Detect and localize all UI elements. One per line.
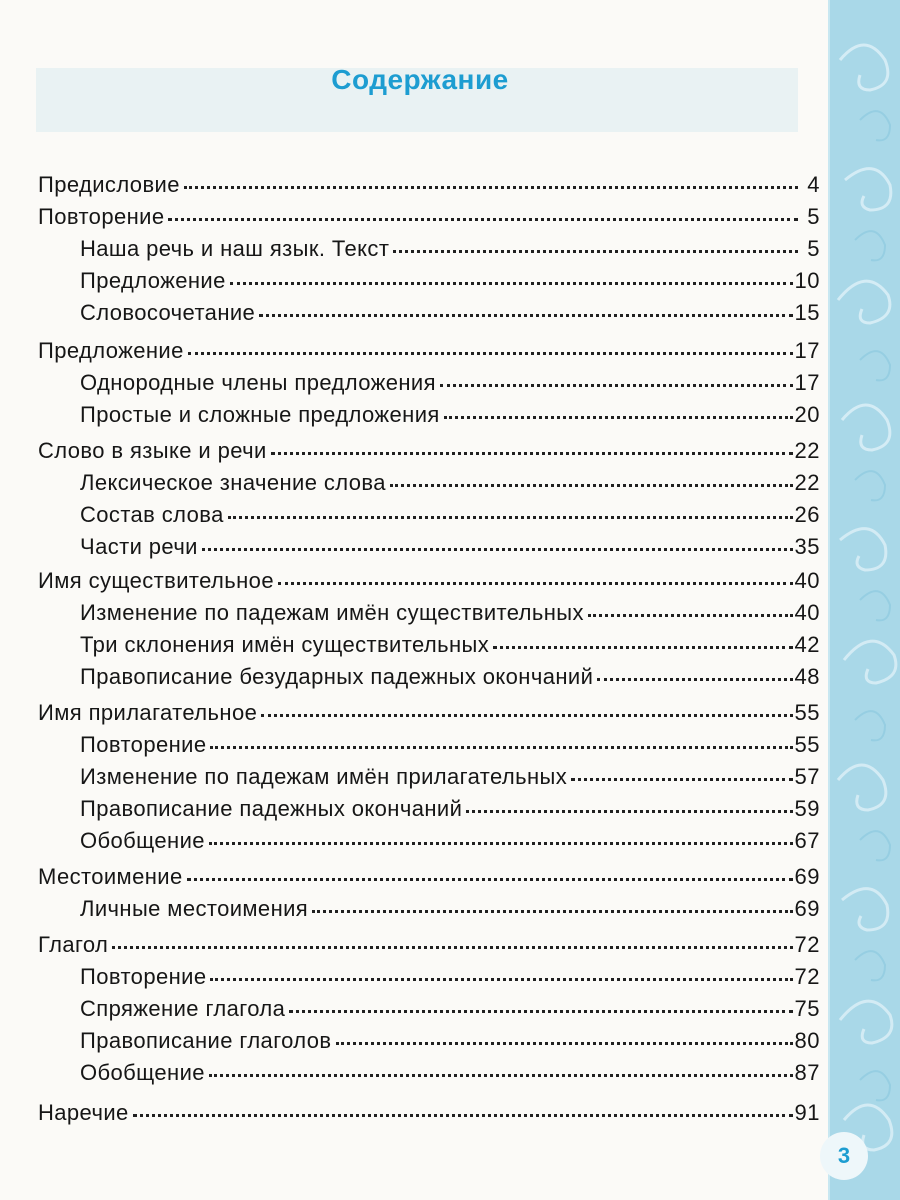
toc-entry-title: Предисловие: [38, 172, 180, 197]
toc-entry-page: 75: [794, 996, 820, 1021]
dot-leader: [278, 582, 793, 585]
toc-entry-page: 40: [794, 600, 820, 625]
toc-entry-page: 59: [794, 796, 820, 821]
toc-entry-page: 5: [807, 236, 820, 261]
toc-entry-page: 10: [794, 268, 820, 293]
toc-entry-title: Простые и сложные предложения: [80, 402, 440, 427]
toc-entry-title: Состав слова: [80, 502, 224, 527]
toc-entry: [80, 1028, 820, 1054]
toc-entry-title: Обобщение: [80, 1060, 205, 1085]
page-title: Содержание: [331, 64, 509, 95]
toc-entry-page: 67: [794, 828, 820, 853]
toc-entry: [80, 268, 820, 294]
toc-entry-title: Слово в языке и речи: [38, 438, 267, 463]
toc-entry: [80, 964, 820, 990]
toc-entry: [38, 338, 820, 364]
toc-entry-page: 55: [794, 700, 820, 725]
page-number: 3: [820, 1132, 868, 1180]
dot-leader: [440, 384, 793, 387]
toc-entry-title: Правописание глаголов: [80, 1028, 332, 1053]
dot-leader: [188, 352, 793, 355]
dot-leader: [187, 878, 793, 881]
toc-entry-title: Спряжение глагола: [80, 996, 286, 1021]
toc-entry-page: 22: [794, 470, 820, 495]
toc-entry-title: Обобщение: [80, 828, 205, 853]
dot-leader: [271, 452, 793, 455]
toc-entry: [38, 438, 820, 464]
dot-leader: [202, 548, 793, 551]
toc-entry-title: Изменение по падежам имён существительных: [80, 600, 584, 625]
toc-entry: [80, 236, 820, 262]
toc-entry: [80, 1060, 820, 1086]
toc-entry-page: 72: [794, 932, 820, 957]
toc-entry-page: 17: [794, 370, 820, 395]
dot-leader: [230, 282, 793, 285]
toc-entry-title: Повторение: [80, 732, 207, 757]
dot-leader: [493, 646, 792, 649]
toc-entry: [38, 932, 820, 958]
toc-entry-title: Имя прилагательное: [38, 700, 258, 725]
toc-entry-title: Местоимение: [38, 864, 183, 889]
toc-entry-page: 20: [794, 402, 820, 427]
toc-entry: [80, 300, 820, 326]
toc-entry-title: Предложение: [38, 338, 184, 363]
dot-leader: [210, 746, 792, 749]
toc-entry-page: 48: [794, 664, 820, 689]
toc-entry-page: 69: [794, 896, 820, 921]
toc-entry-title: Части речи: [80, 534, 198, 559]
toc-entry-title: Правописание безударных падежных окончаний: [80, 664, 594, 689]
toc-entry-page: 80: [794, 1028, 820, 1053]
toc-entry-title: Изменение по падежам имён прилагательных: [80, 764, 568, 789]
dot-leader: [597, 678, 792, 681]
dot-leader: [168, 218, 798, 221]
toc-entry-page: 57: [794, 764, 820, 789]
toc-entry-title: Наречие: [38, 1100, 129, 1125]
toc-entry-title: Три склонения имён существительных: [80, 632, 490, 657]
dot-leader: [209, 1074, 793, 1077]
dot-leader: [466, 810, 792, 813]
toc-entry: [38, 1100, 820, 1126]
toc-entry-page: 55: [794, 732, 820, 757]
toc-entry-page: 22: [794, 438, 820, 463]
toc-entry-title: Глагол: [38, 932, 109, 957]
toc-entry: [80, 502, 820, 528]
toc-entry: [80, 470, 820, 496]
toc-entry: [80, 732, 820, 758]
toc-entry: [80, 664, 820, 690]
toc-entry: [80, 534, 820, 560]
toc-entry: [80, 828, 820, 854]
toc-entry-title: Повторение: [38, 204, 165, 229]
toc-entry-title: Словосочетание: [80, 300, 256, 325]
dot-leader: [261, 714, 792, 717]
toc-entry: [80, 600, 820, 626]
toc-entry-page: 42: [794, 632, 820, 657]
dot-leader: [393, 250, 798, 253]
dot-leader: [588, 614, 793, 617]
dot-leader: [390, 484, 793, 487]
toc-entry-title: Правописание падежных окончаний: [80, 796, 463, 821]
dot-leader: [571, 778, 792, 781]
toc-entry: [80, 896, 820, 922]
dot-leader: [209, 842, 793, 845]
dot-leader: [133, 1114, 793, 1117]
dot-leader: [184, 186, 798, 189]
toc-entry: [80, 370, 820, 396]
toc-entry: [38, 172, 820, 198]
toc-entry: [80, 764, 820, 790]
toc-entry-page: 26: [794, 502, 820, 527]
toc-entry-page: 72: [794, 964, 820, 989]
toc-entry-title: Наша речь и наш язык. Текст: [80, 236, 390, 261]
dot-leader: [228, 516, 793, 519]
toc-entry-title: Личные местоимения: [80, 896, 309, 921]
toc-entry: [38, 864, 820, 890]
toc-entry-title: Лексическое значение слова: [80, 470, 386, 495]
toc-entry: [38, 700, 820, 726]
toc-entry: [80, 996, 820, 1022]
toc-entry: [80, 402, 820, 428]
toc-entry: [80, 632, 820, 658]
toc-entry-page: 5: [807, 204, 820, 229]
toc-entry-page: 17: [794, 338, 820, 363]
toc-entry-title: Предложение: [80, 268, 226, 293]
toc-entry-title: Повторение: [80, 964, 207, 989]
dot-leader: [112, 946, 792, 949]
toc-entry-page: 4: [807, 172, 820, 197]
toc-entry-title: Имя существительное: [38, 568, 274, 593]
dot-leader: [444, 416, 793, 419]
toc-entry: [38, 568, 820, 594]
toc-entry-page: 35: [794, 534, 820, 559]
dot-leader: [259, 314, 792, 317]
toc-entry-page: 69: [794, 864, 820, 889]
toc-entry: [80, 796, 820, 822]
toc-entry-page: 15: [794, 300, 820, 325]
dot-leader: [210, 978, 792, 981]
dot-leader: [336, 1042, 793, 1045]
toc-entry: [38, 204, 820, 230]
dot-leader: [289, 1010, 792, 1013]
dot-leader: [312, 910, 792, 913]
toc-entry-page: 87: [794, 1060, 820, 1085]
toc-entry-page: 91: [794, 1100, 820, 1125]
toc-entry-title: Однородные члены предложения: [80, 370, 436, 395]
toc-entry-page: 40: [794, 568, 820, 593]
